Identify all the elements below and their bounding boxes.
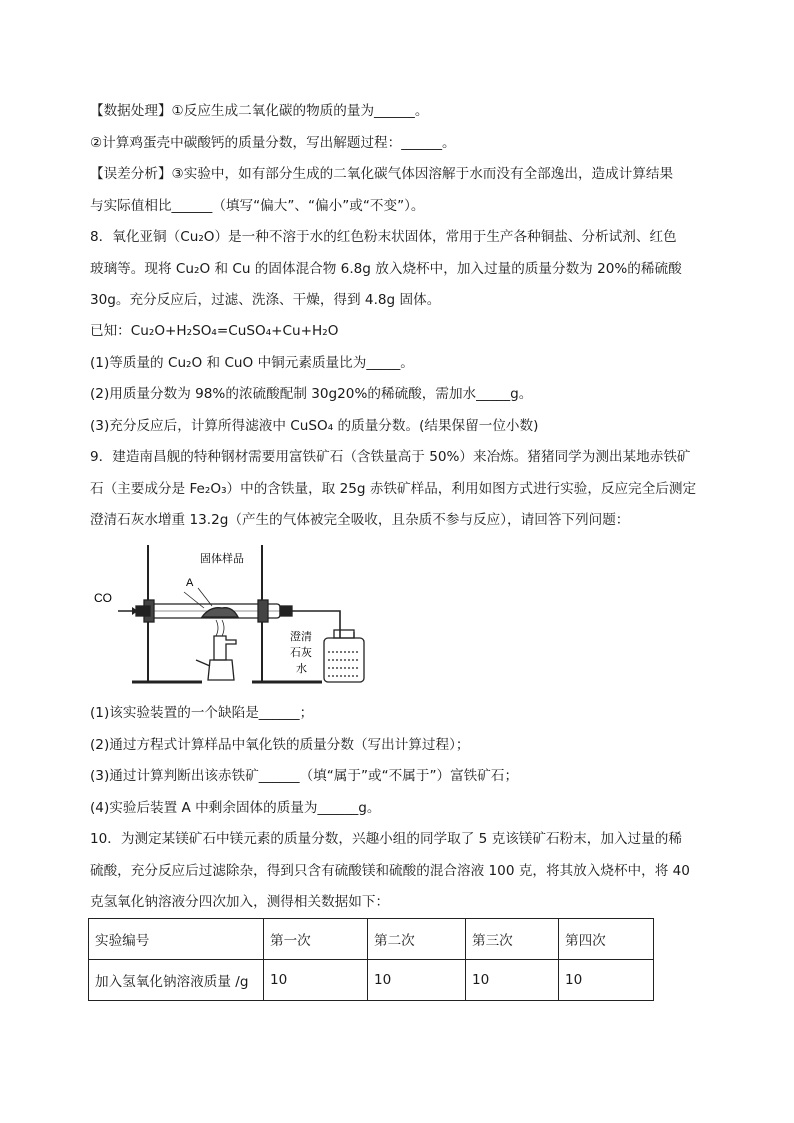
table-cell: 10 [368, 960, 466, 1001]
co-label: CO [94, 591, 112, 605]
text-line: (2)用质量分数为 98%的浓硫酸配制 30g20%的稀硫酸，需加水_____g。 [90, 386, 533, 402]
table-cell: 第二次 [368, 919, 466, 960]
text-line: 30g。充分反应后，过滤、洗涤、干燥，得到 4.8g 固体。 [90, 292, 441, 308]
text-line: 玻璃等。现将 Cu₂O 和 Cu 的固体混合物 6.8g 放入烧杯中，加入过量的质量分数为 20%的稀硫酸 [90, 261, 682, 277]
text-line: 【数据处理】①反应生成二氧化碳的物质的量为______。 [90, 103, 429, 119]
text-line: ②计算鸡蛋壳中碳酸钙的质量分数，写出解题过程：______。 [90, 135, 456, 151]
limewater-label-2: 石灰 [290, 646, 312, 659]
text-line: 【误差分析】③实验中，如有部分生成的二氧化碳气体因溶解于水而没有全部逸出，造成计算结果 [90, 166, 674, 182]
text-line: 与实际值相比______（填写“偏大”、“偏小”或“不变”）。 [90, 198, 425, 214]
text-line: (1)该实验装置的一个缺陷是______； [90, 705, 314, 721]
text-line: (3)通过计算判断出该赤铁矿______（填“属于”或“不属于”）富铁矿石； [90, 768, 519, 784]
table-row [89, 960, 654, 1001]
table-cell: 10 [264, 960, 368, 1001]
data-table [88, 918, 654, 1001]
text-line: (3)充分反应后，计算所得滤液中 CuSO₄ 的质量分数。(结果保留一位小数) [90, 418, 539, 434]
apparatus-diagram [92, 540, 382, 690]
question-8-line: 8．氧化亚铜（Cu₂O）是一种不溶于水的红色粉末状固体，常用于生产各种铜盐、分析试剂、红色 [90, 229, 677, 245]
table-cell: 第一次 [264, 919, 368, 960]
limewater-label-1: 澄清 [290, 630, 312, 643]
text-line: 克氢氧化钠溶液分四次加入，测得相关数据如下： [90, 894, 390, 910]
text-line: (4)实验后装置 A 中剩余固体的质量为______g。 [90, 800, 381, 816]
a-label: A [186, 577, 194, 589]
table-cell: 10 [559, 960, 654, 1001]
question-9-line: 9．建造南昌舰的特种钢材需要用富铁矿石（含铁量高于 50%）来冶炼。猪猪同学为测出某地赤铁矿 [90, 449, 691, 465]
table-cell: 实验编号 [89, 919, 264, 960]
equation-line: 已知：Cu₂O+H₂SO₄=CuSO₄+Cu+H₂O [90, 323, 339, 339]
sample-label: 固体样品 [200, 552, 244, 565]
table-cell: 加入氢氧化钠溶液质量 /g [89, 960, 264, 1001]
text-line: (2)通过方程式计算样品中氧化铁的质量分数（写出计算过程）； [90, 737, 470, 753]
table-header-row [89, 919, 654, 960]
text-line: (1)等质量的 Cu₂O 和 CuO 中铜元素质量比为_____。 [90, 355, 414, 371]
text-line: 澄清石灰水增重 13.2g（产生的气体被完全吸收，且杂质不参与反应），请回答下列问题： [90, 512, 630, 528]
table-cell: 第四次 [559, 919, 654, 960]
table-cell: 10 [466, 960, 559, 1001]
text-line: 石（主要成分是 Fe₂O₃）中的含铁量，取 25g 赤铁矿样品，利用如图方式进行实验，反应完全后测定 [90, 481, 697, 497]
limewater-label-3: 水 [296, 662, 307, 675]
text-line: 硫酸，充分反应后过滤除杂，得到只含有硫酸镁和硫酸的混合溶液 100 克，将其放入烧杯中，将 40 [90, 863, 690, 879]
question-10-line: 10．为测定某镁矿石中镁元素的质量分数，兴趣小组的同学取了 5 克该镁矿石粉末，加入过量的稀 [90, 831, 682, 847]
table-cell: 第三次 [466, 919, 559, 960]
